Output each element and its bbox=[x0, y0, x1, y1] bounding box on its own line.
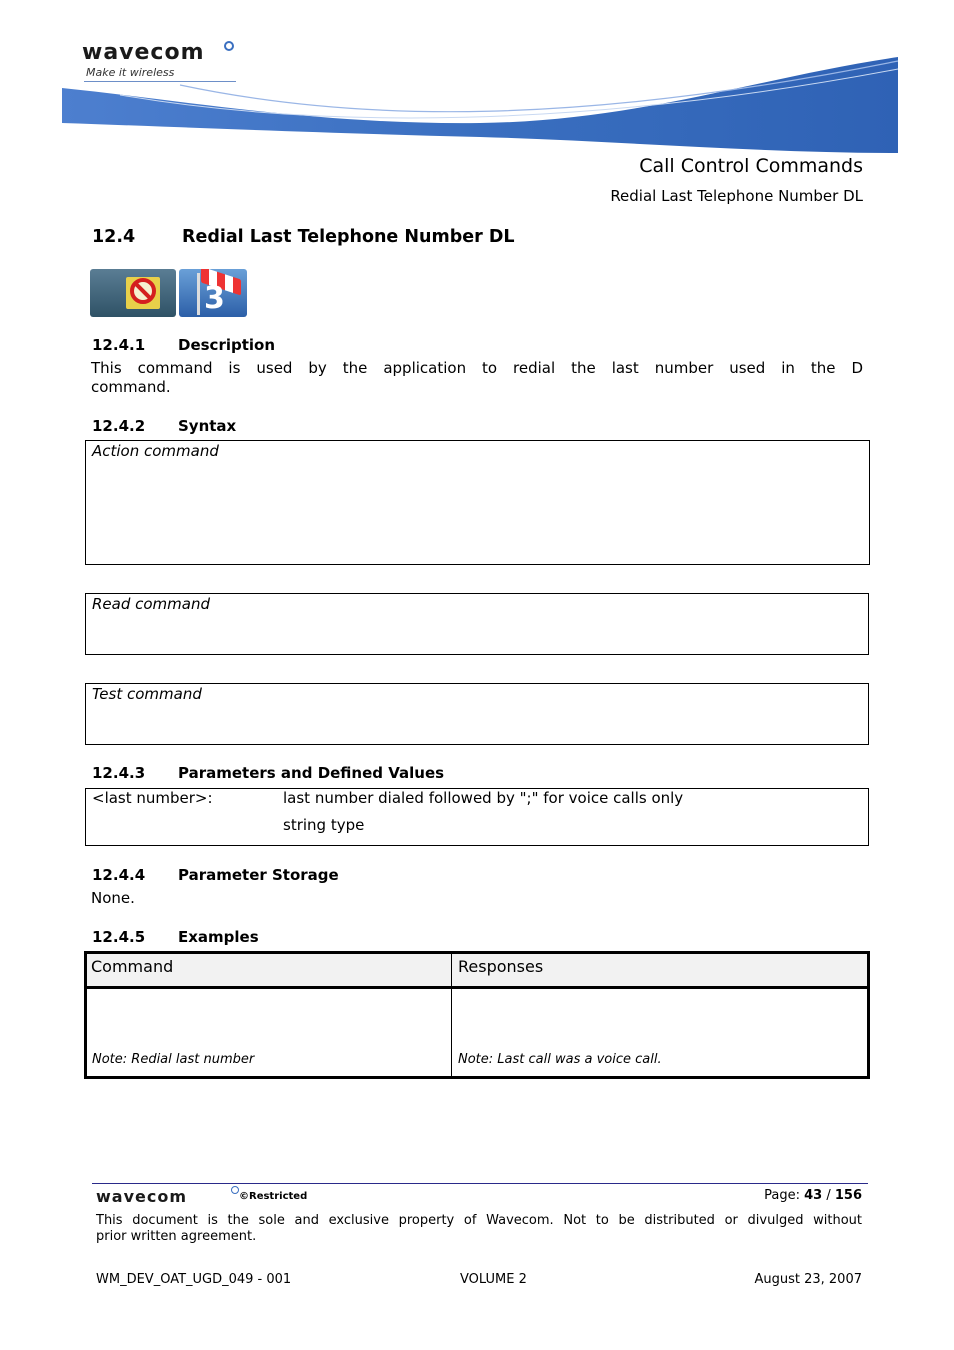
section-title: Redial Last Telephone Number DL bbox=[182, 227, 515, 247]
section-number: 12.4 bbox=[92, 227, 136, 247]
footer-wavecom-logo: wavecom bbox=[96, 1187, 188, 1206]
param-last-number-name: <last number>: bbox=[92, 789, 213, 807]
footer-notice bbox=[96, 1213, 862, 1245]
header-wave-graphic bbox=[60, 55, 900, 155]
param-last-number-type: string type bbox=[283, 816, 365, 834]
syntax-number: 12.4.2 bbox=[92, 417, 146, 435]
column-header-responses: Responses bbox=[458, 957, 544, 976]
storage-title: Parameter Storage bbox=[178, 866, 339, 884]
parameters-number: 12.4.3 bbox=[92, 764, 146, 782]
read-command-box bbox=[85, 593, 869, 655]
footer-page-number bbox=[764, 1188, 862, 1203]
response-note: Note: Last call was a voice call. bbox=[458, 1052, 662, 1067]
page-separator: / bbox=[826, 1188, 831, 1203]
storage-heading bbox=[92, 866, 339, 884]
footer-notice-line-2: prior written agreement. bbox=[96, 1229, 257, 1244]
footer-logo-swirl-icon bbox=[231, 1186, 239, 1194]
footer-notice-line-1: This document is the sole and exclusive property of Wavecom. Not to be distributed or divulged without bbox=[96, 1213, 862, 1228]
examples-title: Examples bbox=[178, 928, 259, 946]
syntax-heading bbox=[92, 417, 236, 435]
syntax-title: Syntax bbox=[178, 417, 237, 435]
logo-tagline: Make it wireless bbox=[86, 66, 175, 79]
windsock-3-icon: 3 bbox=[179, 269, 247, 317]
logo-swirl-icon bbox=[224, 41, 234, 51]
footer-date: August 23, 2007 bbox=[754, 1272, 862, 1287]
action-command-box bbox=[85, 440, 870, 565]
footer-doc-ref: WM_DEV_OAT_UGD_049 - 001 bbox=[96, 1272, 292, 1287]
wavecom-logo: wavecom bbox=[82, 40, 205, 65]
storage-number: 12.4.4 bbox=[92, 866, 146, 884]
header bbox=[0, 0, 954, 215]
test-command-box bbox=[85, 683, 869, 745]
action-command-label: Action command bbox=[92, 442, 219, 460]
column-header-command: Command bbox=[91, 957, 174, 976]
footer-rule bbox=[92, 1183, 868, 1184]
parameters-box bbox=[85, 788, 869, 846]
footer-volume: VOLUME 2 bbox=[460, 1272, 527, 1287]
description-line-1: This command is used by the application to redial the last number used in the D bbox=[91, 359, 863, 377]
description-title: Description bbox=[178, 336, 276, 354]
test-command-label: Test command bbox=[92, 685, 202, 703]
chapter-title: Call Control Commands bbox=[639, 155, 863, 177]
page-current: 43 bbox=[804, 1188, 823, 1203]
section-heading bbox=[92, 227, 515, 247]
parameters-title: Parameters and Defined Values bbox=[178, 764, 445, 782]
storage-text: None. bbox=[91, 889, 135, 907]
parameters-heading bbox=[92, 764, 444, 782]
description-line-2: command. bbox=[91, 378, 171, 396]
description-heading bbox=[92, 336, 275, 354]
page-total: 156 bbox=[834, 1188, 862, 1203]
description-number: 12.4.1 bbox=[92, 336, 146, 354]
sim-not-required-icon bbox=[90, 269, 176, 317]
examples-column-divider bbox=[451, 954, 452, 1076]
command-note: Note: Redial last number bbox=[92, 1052, 255, 1067]
examples-heading bbox=[92, 928, 259, 946]
examples-number: 12.4.5 bbox=[92, 928, 146, 946]
examples-table bbox=[84, 951, 870, 1079]
description-text bbox=[91, 359, 863, 397]
footer-restricted: ©Restricted bbox=[239, 1191, 308, 1202]
param-last-number-desc: last number dialed followed by ";" for voice calls only bbox=[283, 789, 684, 807]
read-command-label: Read command bbox=[92, 595, 211, 613]
section-header-title: Redial Last Telephone Number DL bbox=[610, 187, 863, 205]
page-label: Page: bbox=[764, 1188, 800, 1203]
